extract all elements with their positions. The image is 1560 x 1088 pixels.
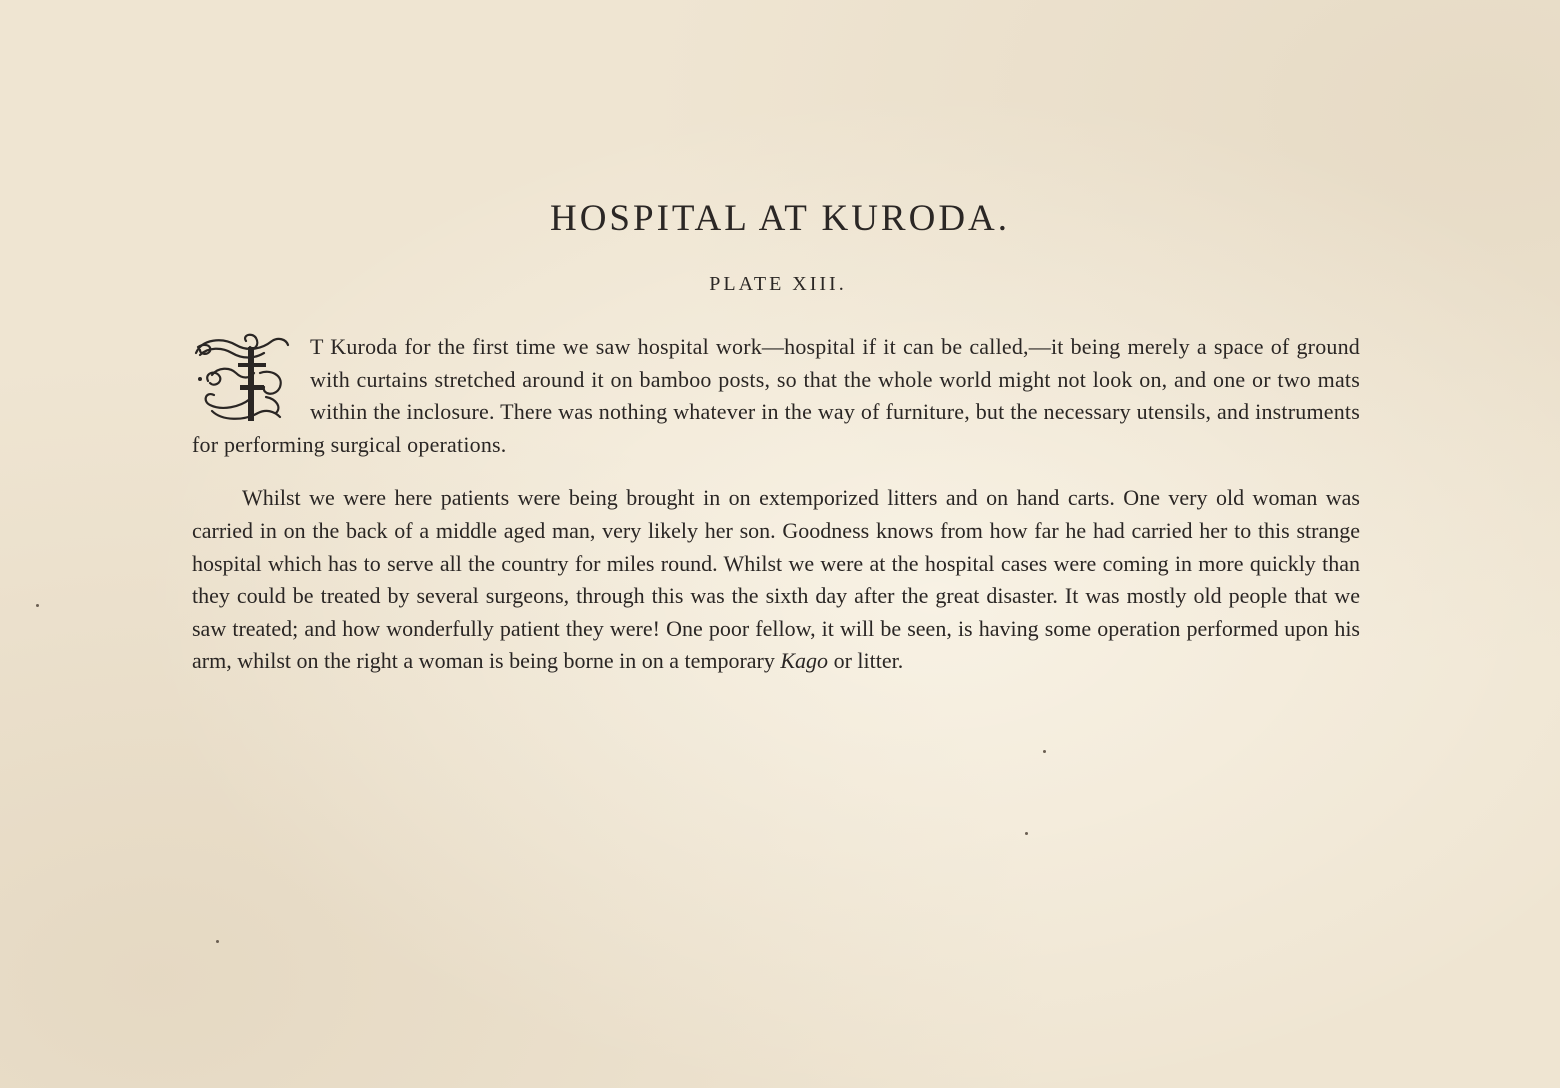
- paragraph-2-text: Whilst we were here patients were being brought in on extemporized litters and on hand carts. One very old woman was carried in on the back of a middle aged man, very likely her son. Goodness knows from how far he had carried her to this strange hospital which has to serve all the country for miles round. Whilst we were at the hospital cases were coming in more quickly than they could be treated by several surgeons, through this was the sixth day after the great disaster. It was mostly old people that we saw treated; and how wonderfully patient they were! One poor fellow, it will be seen, is having some operation performed upon his arm, whilst on the right a woman is being borne in on a temporary: [192, 485, 1360, 674]
- paper-speck: [1043, 750, 1046, 753]
- paper-speck: [1025, 832, 1028, 835]
- italic-term-kago: Kago: [780, 648, 829, 674]
- paragraph-1: [192, 331, 1360, 461]
- page-title: HOSPITAL AT KURODA.: [549, 198, 1011, 239]
- body-text: [192, 331, 1360, 678]
- paragraph-1-text: T Kuroda for the first time we saw hospital work—hospital if it can be called,—it being merely a space of ground with curtains stretched around it on bamboo posts, so that the whole world might not look on, and one or two mats within the inclosure. There was nothing whatever in the way of furniture, but the necessary utensils, and instruments for performing surgical operations.: [192, 334, 1360, 457]
- ornamental-initial-letter: [192, 333, 292, 427]
- paper-speck: [216, 940, 219, 943]
- plate-number: PLATE XIII.: [709, 273, 847, 295]
- paragraph-2: [192, 482, 1360, 678]
- paper-speck: [36, 604, 39, 607]
- paragraph-2-ending: or litter.: [828, 648, 904, 674]
- ornamental-initial-icon: [192, 333, 292, 427]
